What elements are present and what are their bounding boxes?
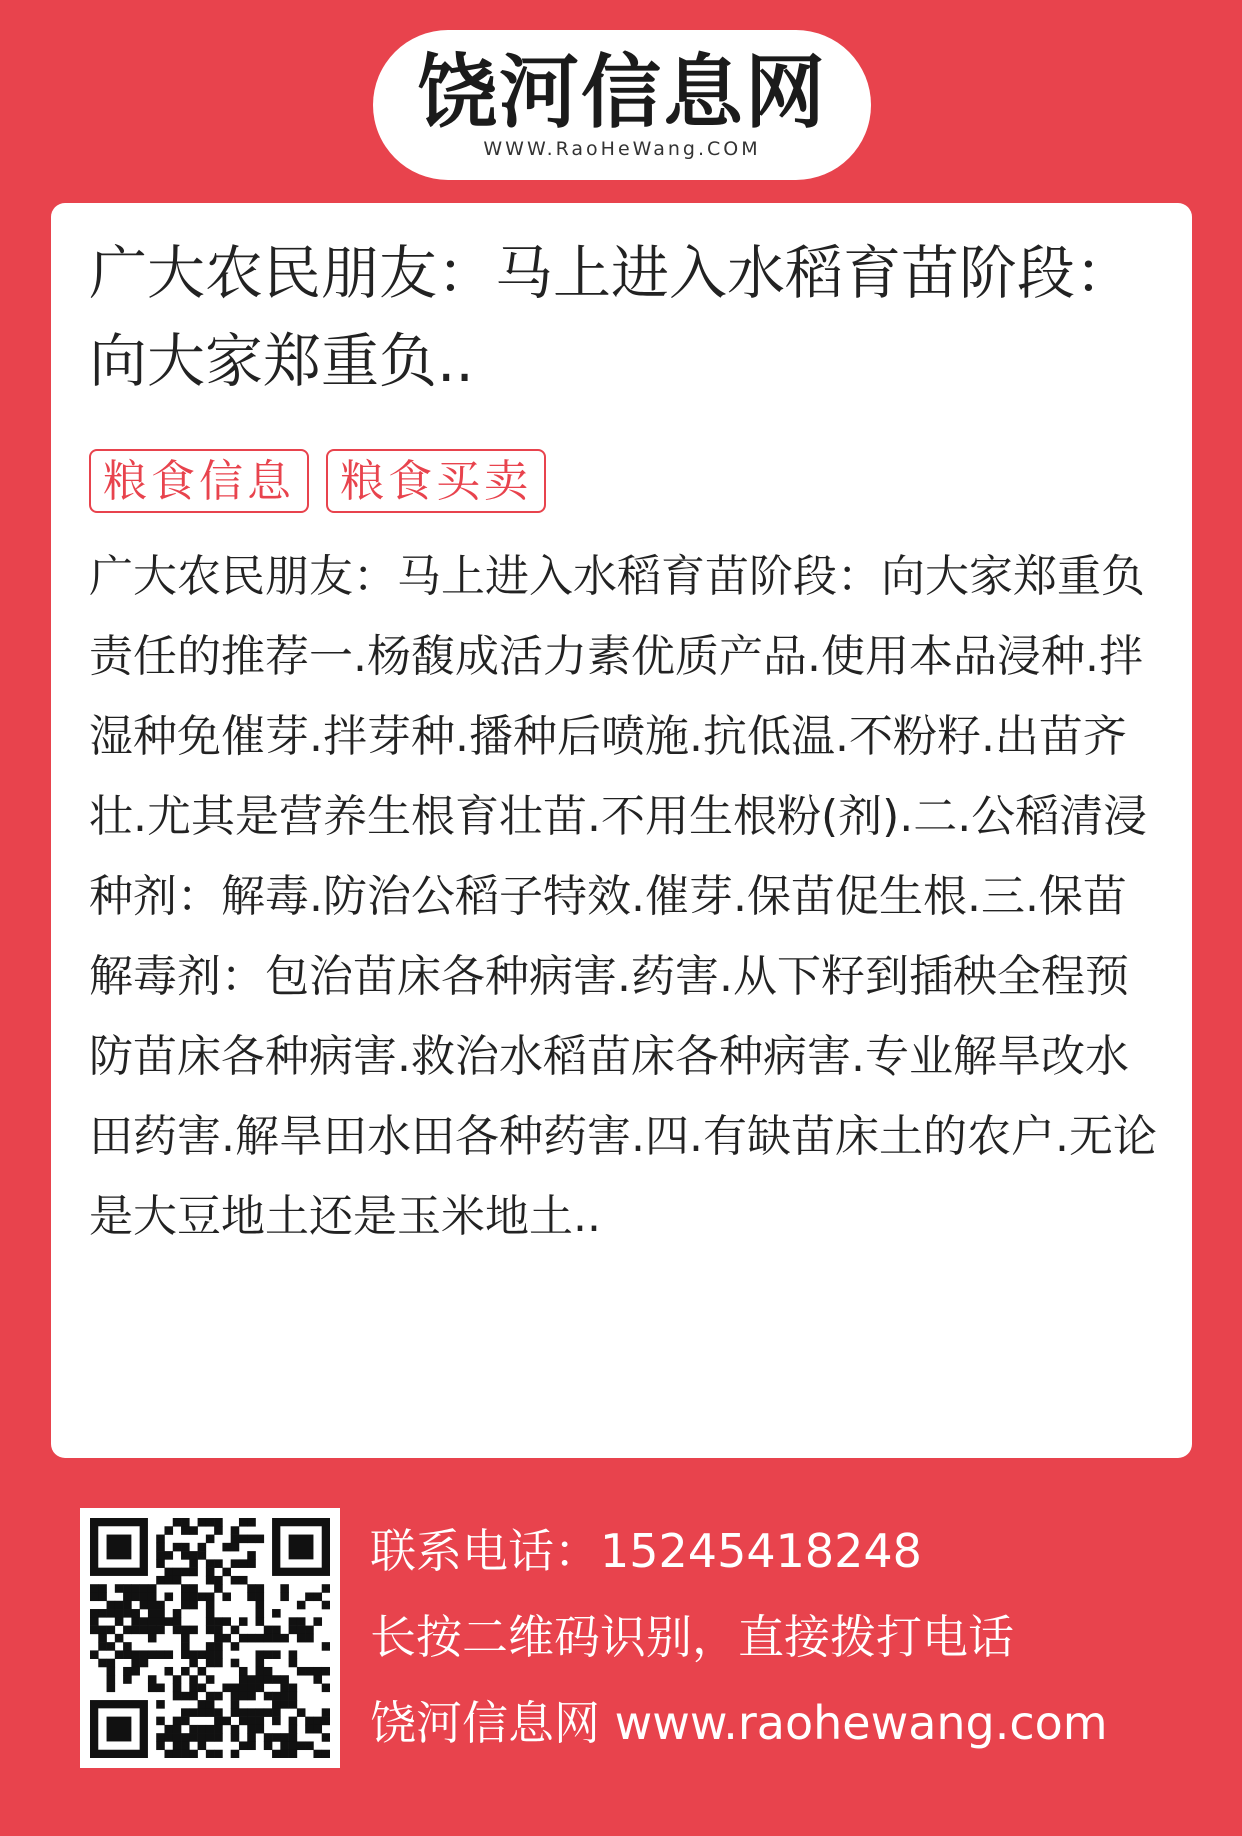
contact-hint: 长按二维码识别，直接拨打电话: [370, 1610, 1014, 1664]
post-body: 广大农民朋友：马上进入水稻育苗阶段：向大家郑重负责任的推荐一.杨馥成活力素优质产品.使用本品浸种.拌湿种免催芽.拌芽种.播种后喷施.抗低温.不粉籽.出苗齐壮.尤其是营养生根育壮苗.不用生根粉(剂).二.公稻清浸种剂：解毒.防治公稻子特效.催芽.保苗促生根.三.保苗解毒剂：包治苗床各种病害.药害.从下籽到插秧全程预防苗床各种病害.救治水稻苗床各种病害.专业解旱改水田药害.解旱田水田各种药害.四.有缺苗床土的农户.无论是大豆地土还是玉米地土..: [89, 551, 1157, 1242]
contact-info: [370, 1508, 1220, 1766]
logo-url: WWW.RaoHeWang.COM: [483, 138, 761, 160]
contact-site[interactable]: 饶河信息网 www.raohewang.com: [370, 1696, 1108, 1750]
site-logo: [373, 30, 871, 180]
tag-grain-info[interactable]: 粮食信息: [89, 449, 309, 513]
qr-code-icon: [90, 1518, 330, 1758]
post-title: 广大农民朋友：马上进入水稻育苗阶段：向大家郑重负..: [89, 239, 1134, 395]
logo-title: 饶河信息网: [417, 46, 827, 139]
qr-code[interactable]: [80, 1508, 340, 1768]
post-card: [51, 203, 1192, 1458]
tag-grain-trade[interactable]: 粮食买卖: [326, 449, 546, 513]
contact-phone[interactable]: 联系电话：15245418248: [370, 1524, 922, 1578]
tag-list: [89, 449, 1158, 515]
